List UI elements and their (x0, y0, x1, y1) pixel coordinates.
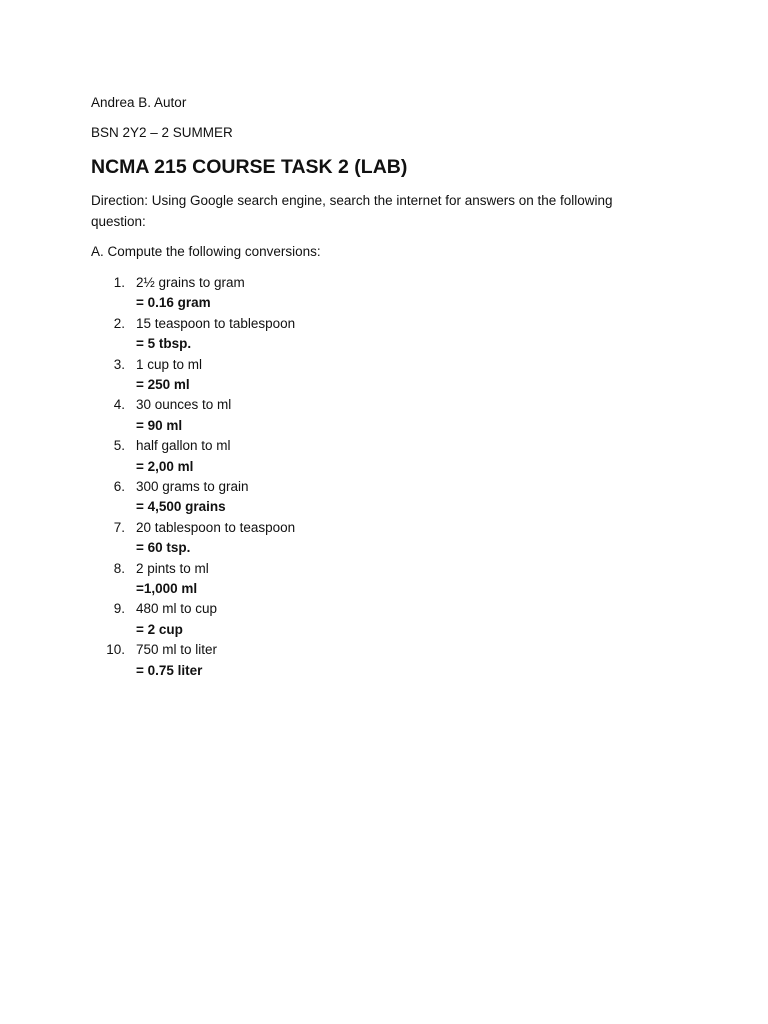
list-item (91, 559, 491, 600)
item-number: 8. (113, 560, 125, 576)
list-item (91, 355, 491, 396)
item-question: 480 ml to cup (136, 601, 218, 617)
item-question: 30 ounces to ml (136, 397, 232, 413)
item-number: 10. (106, 642, 125, 658)
direction-text: Direction: Using Google search engine, search the internet for answers on the following question: (91, 193, 613, 229)
item-answer: = 2,00 ml (136, 458, 194, 474)
item-number: 1. (113, 275, 125, 290)
item-answer: = 250 ml (136, 376, 190, 392)
item-question: half gallon to ml (136, 438, 231, 454)
list-item (91, 395, 491, 436)
item-answer: = 5 tbsp. (136, 336, 192, 352)
list-item (91, 599, 491, 640)
item-question: 750 ml to liter (136, 642, 218, 658)
item-answer: = 60 tsp. (136, 540, 191, 556)
author-name: Andrea B. Autor (91, 95, 187, 110)
list-item (91, 477, 491, 518)
item-answer: = 0.16 gram (136, 295, 211, 311)
item-question: 1 cup to ml (136, 356, 203, 372)
page-title: NCMA 215 COURSE TASK 2 (LAB) (91, 156, 408, 178)
item-answer: = 4,500 grains (136, 499, 226, 515)
item-number: 2. (113, 315, 125, 331)
list-item (91, 640, 491, 681)
list-item (91, 436, 491, 477)
item-number: 9. (113, 601, 125, 617)
item-answer: = 2 cup (136, 621, 183, 637)
item-number: 4. (113, 397, 125, 413)
item-number: 3. (113, 356, 125, 372)
item-question: 2 pints to ml (136, 560, 209, 576)
conversion-list (91, 273, 491, 681)
item-number: 7. (113, 519, 125, 535)
list-item (91, 273, 491, 314)
item-answer: =1,000 ml (136, 580, 198, 596)
item-answer: = 0.75 liter (136, 662, 203, 678)
list-item (91, 518, 491, 559)
class-section: BSN 2Y2 – 2 SUMMER (91, 125, 233, 140)
item-number: 6. (113, 478, 125, 494)
item-question: 15 teaspoon to tablespoon (136, 315, 296, 331)
list-item (91, 314, 491, 355)
item-question: 300 grams to grain (136, 478, 249, 494)
part-a-heading: A. Compute the following conversions: (91, 244, 321, 259)
item-number: 5. (113, 438, 125, 454)
item-question: 2½ grains to gram (136, 275, 245, 290)
item-question: 20 tablespoon to teaspoon (136, 519, 296, 535)
item-answer: = 90 ml (136, 417, 183, 433)
